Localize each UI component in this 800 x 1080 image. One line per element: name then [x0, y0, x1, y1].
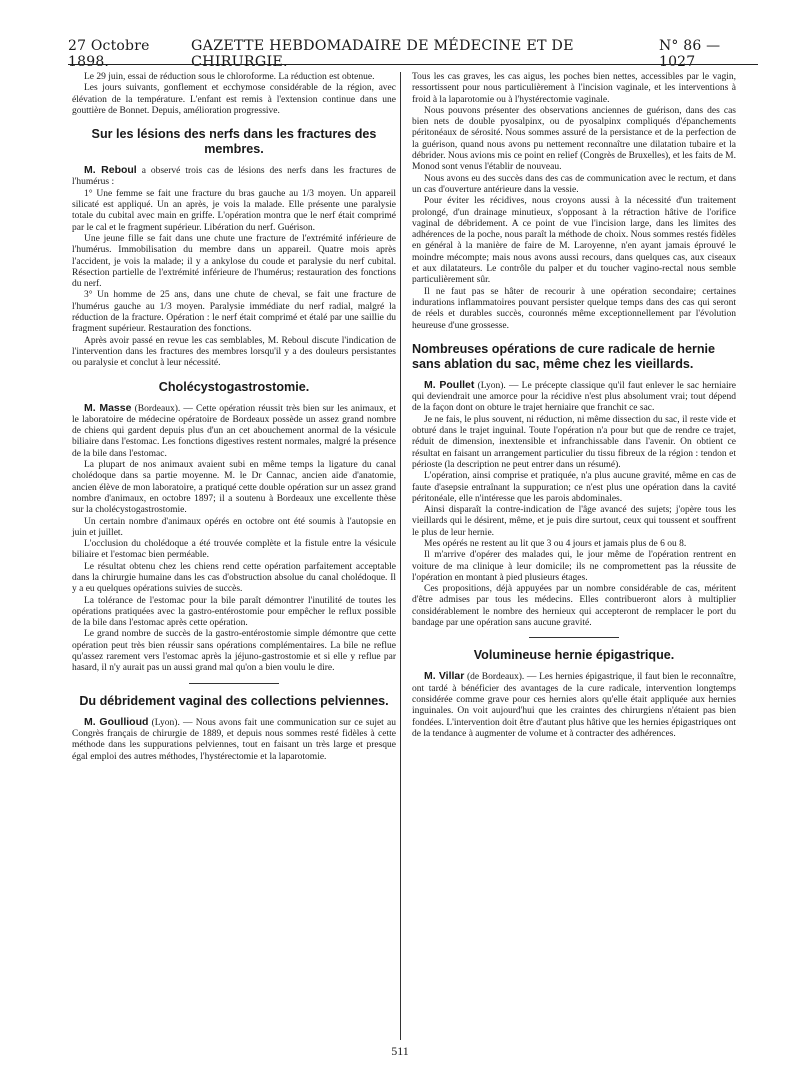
section-paragraph: L'opération, ainsi comprise et pratiquée, n'a plus aucune gravité, même en cas de faute d'asepsie entraînant la suppuration; ce n'est plus une opération dans la cavité péritonéale, elle n'intéresse que les parois abdominales.	[412, 471, 736, 504]
author-name: M. Villar	[424, 670, 465, 683]
header-journal-title: GAZETTE HEBDOMADAIRE DE MÉDECINE ET DE CHIRURGIE.	[191, 38, 574, 70]
section-paragraph: M. Goullioud (Lyon). — Nous avons fait une communication sur ce sujet au Congrès français de chirurgie de 1889, et depuis nous sommes resté fidèles à cette méthode dans les suppurations pelviennes, tout en faisant un très large et presque égal emploi des autres méthodes, l'hystérectomie et la laparotomie.	[72, 715, 396, 762]
section-paragraph: Ainsi disparaît la contre-indication de l'âge avancé des sujets; j'opère tous les vieillards qui le désirent, même, et je puis dire surtout, ceux qui toussent et souffrent le plus de leur hernie.	[412, 505, 736, 538]
section-paragraph: Mes opérés ne restent au lit que 3 ou 4 jours et jamais plus de 6 ou 8.	[424, 538, 687, 549]
intro-paragraph: Tous les cas graves, les cas aigus, les poches bien nettes, accessibles par le vagin, ressortissent pour nous particulièrement à l'incision vaginale, et les interventions à froid à la laparotomie ou à l'hystérectomie vaginale.	[412, 72, 736, 105]
intro-paragraph: Il ne faut pas se hâter de recourir à une opération secondaire; certaines indurations inflammatoires pouvant persister quelque temps dans des cas qui seront de réels et durables succès, couronnés même exceptionnellement par l'évolution heureuse d'une grossesse.	[412, 286, 736, 331]
section-separator	[529, 637, 619, 638]
section-paragraph: 3° Un homme de 25 ans, dans une chute de cheval, se fait une fracture de l'humérus gauche au 1/3 moyen. Paralysie immédiate du nerf radial, malgré la réduction de la fracture. Opération : le nerf était comprimé et étalé par une saillie du fragment supérieur. Restauration des fonctions.	[72, 290, 396, 335]
intro-paragraph: Le 29 juin, essai de réduction sous le chloroforme. La réduction est obtenue.	[84, 72, 375, 82]
author-name: M. Goullioud	[84, 715, 149, 728]
section-paragraph: La tolérance de l'estomac pour la bile paraît démontrer l'inutilité de toutes les opérations pratiquées avec la gastro-entérostomie pour empêcher le reflux possible de la bile dans l'estomac après cette opération.	[72, 595, 396, 629]
section-paragraph: M. Villar (de Bordeaux). — Les hernies épigastrique, il faut bien le reconnaître, ont tardé à bénéficier des avantages de la cure radicale, intervention longtemps considérée comme grave pour ces hernies alors qu'elle était appliquée aux hernies inguinales. On voit aujourd'hui que les craintes des chirurgiens n'étaient pas bien fondées. L'intervention doit être d'autant plus hâtive que les hernies épigastriques ont de la tendance à augmenter de volume et à contracter des adhérences.	[412, 670, 736, 739]
intro-paragraph: Nous avons eu des succès dans des cas de communication avec le rectum, et dans un cas d'ouverture antérieure dans la vessie.	[412, 173, 736, 195]
section-title: Du débridement vaginal des collections pelviennes.	[79, 693, 389, 708]
section-paragraph: Le grand nombre de succès de la gastro-entérostomie simple démontre que cette opération peut très bien réussir sans opérations complémentaires. La bile ne reflue qu'assez rarement vers l'estomac après la jéjuno-gastrostomie et si elle y reflue par hasard, il n'y aurait pas un aussi grand mal qu'on a bien voulu le dire.	[72, 629, 396, 674]
left-column	[72, 72, 396, 763]
section-paragraph: Le résultat obtenu chez les chiens rend cette opération parfaitement acceptable dans la chirurgie humaine dans les cas d'obstruction absolue du canal cholédoque. Il y a eu quelques opérations suivies de succès.	[72, 561, 396, 595]
page-header	[68, 38, 758, 70]
section-paragraph: Je ne fais, le plus souvent, ni réduction, ni même dissection du sac, il reste vide et obturé dans le trajet inguinal. Toute l'opération n'a pour but que de rendre ce trajet, réduit de dimension, inextensible et infranchissable dans l'avenir. On obtient ce résultat en faisant un arrangement particulier du tissu fibreux de la région : tendon et périoste (la description ne peut entrer dans un résumé).	[412, 414, 736, 470]
intro-paragraph: Les jours suivants, gonflement et ecchymose considérable de la région, avec élévation de la température. L'enfant est remis à l'extension continue dans une gouttière de Bonnet. Depuis, amélioration progressive.	[72, 83, 396, 116]
section-paragraph: 1° Une femme se fait une fracture du bras gauche au 1/3 moyen. Un appareil silicaté est appliqué. Un an après, je vois la malade. Elle présente une paralysie totale du cubital avec main en griffe. L'opération montra que le nerf était comprimé par le cal et le fragment supérieur. Libération du nerf. Guérison.	[72, 188, 396, 233]
section-paragraph: M. Poullet (Lyon). — Le précepte classique qu'il faut enlever le sac herniaire qui deviendrait une amorce pour la récidive n'est plus absolument vrai; tout dépend de la façon dont on obture le trajet herniaire que franchit ce sac.	[412, 378, 737, 414]
header-date: 27 Octobre 1898.	[68, 38, 150, 70]
section-paragraph: M. Masse (Bordeaux). — Cette opération réussit très bien sur les animaux, et le laboratoire de médecine opératoire de Bordeaux possède un assez grand nombre de chiens qui gardent depuis plus d'un an cet abouchement anormal de la vésicule biliaire dans l'estomac. Les fonctions digestives restent normales, malgré la présence de la bile dans l'estomac.	[72, 401, 397, 459]
section-title: Volumineuse hernie épigastrique.	[473, 648, 675, 663]
intro-paragraph: Nous pouvons présenter des observations anciennes de guérison, dans des cas bien nets de double pyosalpinx, ou de pyosalpinx compliqués d'épanchements péritonéaux de sérosité. Nous sommes assuré de la persistance et de la perfection de la guérison, quand nous avons pu nettement reconnaître une dilatation tubaire et la débrider. Nous avions mis ce point en relief (Congrès de Bruxelles), et les faits de M. Monod sont venus l'établir de nouveau.	[412, 105, 736, 173]
section-paragraph: La plupart de nos animaux avaient subi en même temps la ligature du canal cholédoque dans sa partie moyenne. M. le Dr Cannac, ancien aide d'anatomie, ancien élève de mon laboratoire, a pratiqué cette double opération sur un assez grand nombre d'animaux, en octobre 1897; il a soutenu à Bordeaux une excellente thèse sur la cholécystogastrostomie.	[72, 460, 396, 516]
section-paragraph: Une jeune fille se fait dans une chute une fracture de l'extrémité inférieure de l'humérus. Immobilisation du membre dans un appareil. Quatre mois après l'accident, je vois la malade; il y a ankylose du coude et paralysie du nerf cubital. Résection partielle de l'extrémité inférieure de l'humérus; restauration des fonctions du nerf.	[72, 233, 396, 290]
section-paragraph: Un certain nombre d'animaux opérés en octobre ont été soumis à l'autopsie en juin et juillet.	[72, 516, 396, 538]
author-name: M. Poullet	[424, 378, 475, 391]
section-title: Sur les lésions des nerfs dans les fractures des membres.	[91, 127, 377, 157]
page-number: 511	[391, 1044, 409, 1058]
section-paragraph: L'occlusion du cholédoque a été trouvée complète et la fistule entre la vésicule biliaire et l'estomac bien perméable.	[72, 539, 396, 561]
author-name: M. Masse	[84, 401, 132, 414]
right-column	[412, 72, 736, 740]
section-paragraph: Il m'arrive d'opérer des malades qui, le jour même de l'opération rentrent en voiture de ma clinique à leur domicile; ils ne compromettent pas la réussite de l'opération en montant à pied plusieurs étages.	[412, 550, 736, 583]
intro-paragraph: Pour éviter les récidives, nous croyons aussi à la nécessité d'un traitement prolongé, d'un drainage minutieux, s'opposant à la rétraction hâtive de l'orifice vaginal de débridement. A ce point de vue l'incision large, dans les limites des adhérences de la poche, nous paraît la méthode de choix. Nous sommes restés fidèles en général à la manière de faire de M. Laroyenne, n'en ayant jamais éprouvé le moindre mécompte; mais nous avons aussi recours, dans quelques cas, aux ciseaux et aux dilatateurs. Le contrôle du palper et du toucher vagino-rectal nous semble particulièrement sûr.	[412, 196, 736, 286]
column-divider	[400, 72, 401, 1040]
author-name: M. Reboul	[84, 164, 137, 177]
section-paragraph: M. Reboul a observé trois cas de lésions des nerfs dans les fractures de l'humérus :	[72, 164, 397, 188]
section-paragraph: Après avoir passé en revue les cas semblables, M. Reboul discute l'indication de l'intervention dans les fractures des membres lorsqu'il y a des douleurs persistantes ou paralysie et conclut à leur nécessité.	[72, 335, 396, 369]
section-paragraph: Ces propositions, déjà appuyées par un nombre considérable de cas, méritent d'être admises par tous les médecins. Elles contribueront alors à multiplier considérablement le nombre des hernieux qui accepteront de remplacer le port du bandage par une opération sans aucune gravité.	[412, 584, 736, 629]
header-page-number: N° 86 — 1027	[658, 38, 721, 70]
section-title: Cholécystogastrostomie.	[158, 379, 310, 394]
header-rule	[68, 64, 758, 65]
section-title: Nombreuses opérations de cure radicale de hernie sans ablation du sac, même chez les vieillards.	[412, 341, 716, 371]
section-separator	[189, 683, 279, 684]
